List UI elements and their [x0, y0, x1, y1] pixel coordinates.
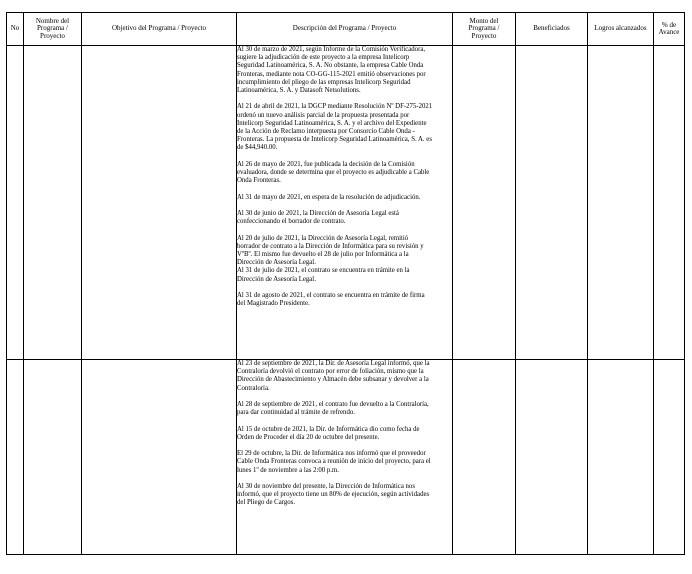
header-objetivo: Objetivo del Programa / Proyecto	[82, 13, 237, 46]
cell-logros	[588, 46, 654, 360]
table-row	[7, 360, 685, 555]
cell-avance	[654, 46, 685, 360]
cell-beneficiados	[516, 46, 588, 360]
cell-nombre	[24, 360, 82, 555]
description-paragraph: Al 30 de marzo de 2021, según Informe de la Comisión Verificadora, sugiere la adjudicación de este proyecto a la empresa Intelicorp Seguridad Latinoamérica, S. A. No obstante, la empresa Cable Onda Fronteras, mediante nota CO-GG-115-2021 emitió observaciones por incumplimiento del pliego de las empresas Intelicorp Seguridad Latinoamérica, S. A. y Datasoft Netsolutions.	[237, 46, 426, 95]
description-paragraph: Al 23 de septiembre de 2021, la Dir. de Asesoría Legal informó, que la Contraloría devolvió el contrato por error de foliación, mismo que la Dirección de Abastecimiento y Almacén debe subsanar y devolver a la Contraloría.	[237, 360, 430, 392]
description-paragraph: Al 15 de octubre de 2021, la Dir. de Informática dio como fecha de Orden de Proceder el día 20 de octubre del presente.	[237, 425, 420, 441]
cell-objetivo	[82, 46, 237, 360]
header-monto: Monto del Programa / Proyecto	[453, 13, 516, 46]
cell-descripcion	[237, 360, 453, 555]
table-row	[7, 46, 685, 360]
description-paragraph: Al 26 de mayo de 2021, fue publicada la decisión de la Comisión evaluadora, donde se determina que el proyecto es adjudicable a Cable Onda Fronteras.	[237, 160, 430, 185]
cell-monto	[453, 360, 516, 555]
header-logros: Logros alcanzados	[588, 13, 654, 46]
description-paragraph: Al 31 de agosto de 2021, el contrato se encuentra en trámite de firma del Magistrado Presidente.	[237, 292, 425, 308]
description-paragraph: Al 30 de noviembre del presente, la Dirección de Informática nos informó, que el proyecto tiene un 80% de ejecución, según actividades del Pliego de Cargos.	[237, 482, 430, 507]
program-table	[6, 12, 685, 555]
header-descripcion: Descripción del Programa / Proyecto	[237, 13, 453, 46]
description-paragraph: Al 20 de julio de 2021, la Dirección de Asesoría Legal, remitió borrador de contrato a la Dirección de Informática para su revisión y VºBº. El mismo fue devuelto el 28 de julio por Informática a la Dirección de Asesoría Legal.	[237, 234, 424, 267]
cell-objetivo	[82, 360, 237, 555]
header-no: No	[7, 13, 24, 46]
cell-descripcion	[237, 46, 453, 360]
cell-nombre	[24, 46, 82, 360]
cell-no	[7, 46, 24, 360]
description-paragraph: Al 30 de junio de 2021, la Dirección de Asesoría Legal está confeccionando el borrador de contrato.	[237, 210, 399, 226]
cell-no	[7, 360, 24, 555]
description-paragraph: Al 21 de abril de 2021, la DGCP mediante Resolución Nº DF-275-2021 ordenó un nuevo análisis parcial de la propuesta presentada por Intelicorp Seguridad Latinoamérica, S. A. y el archivo del Expediente de la Acción de Reclamo interpuesta por Consorcio Cable Onda - Fronteras. La propuesta de Intelicorp Seguridad Latinoamérica, S. A. es de $44,940.00.	[237, 103, 433, 152]
description-paragraph: Al 28 de septiembre de 2021, el contrato fue devuelto a la Contraloría, para dar continuidad al trámite de refrendo.	[237, 401, 429, 417]
cell-avance	[654, 360, 685, 555]
header-nombre: Nombre del Programa / Proyecto	[24, 13, 82, 46]
cell-beneficiados	[516, 360, 588, 555]
header-row	[7, 13, 685, 46]
header-avance: % de Avance	[654, 13, 685, 46]
cell-logros	[588, 360, 654, 555]
description-paragraph: Al 31 de mayo de 2021, en espera de la resolución de adjudicación.	[237, 193, 421, 201]
header-beneficiados: Beneficiados	[516, 13, 588, 46]
description-paragraph: Al 31 de julio de 2021, el contrato se encuentra en trámite en la Dirección de Asesoría Legal.	[237, 267, 410, 283]
cell-monto	[453, 46, 516, 360]
description-paragraph: El 29 de octubre, la Dir. de Informática nos informó que el proveedor Cable Onda Fronteras convoca a reunión de inicio del proyecto, para el lunes 1º de noviembre a las 2:00 p.m.	[237, 450, 431, 474]
